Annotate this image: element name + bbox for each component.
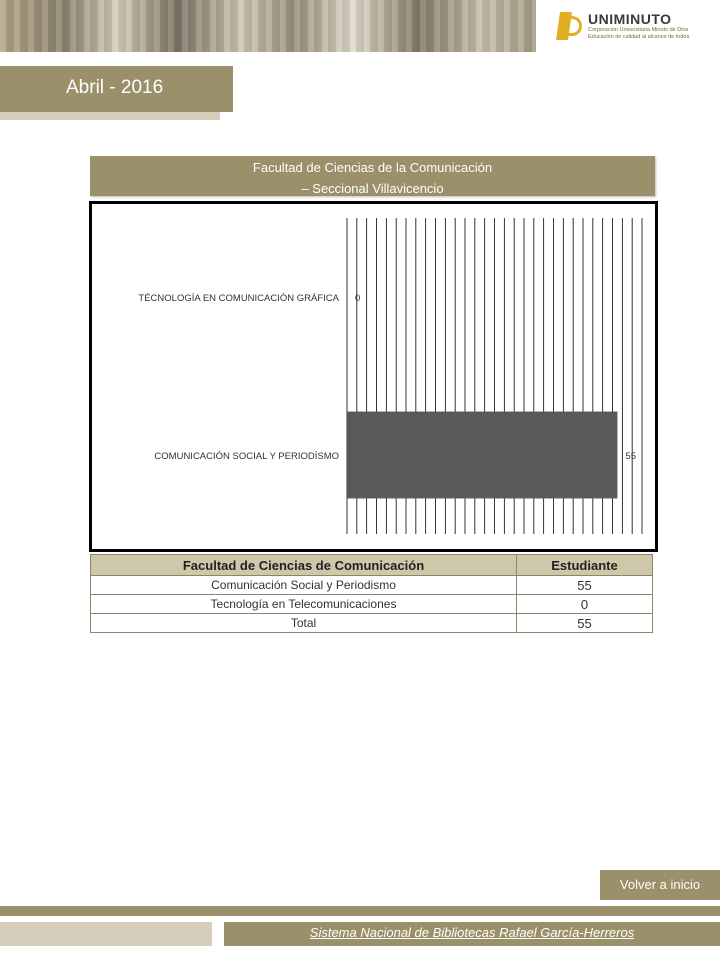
bar-chart-svg [92, 204, 655, 549]
table-cell-count: 55 [517, 576, 653, 595]
footer-left-block [0, 922, 212, 946]
bar-chart [89, 201, 658, 552]
table-cell-program: Comunicación Social y Periodismo [91, 576, 517, 595]
table-header-row [91, 555, 653, 576]
chart-data-label: 0 [355, 293, 361, 304]
month-label: Abril - 2016 [66, 77, 164, 98]
footer-divider [0, 906, 720, 916]
enrollment-table [90, 554, 653, 633]
library-system-link[interactable]: Sistema Nacional de Bibliotecas Rafael García-Herreros [224, 922, 720, 946]
table-cell-program: Tecnología en Telecomunicaciones [91, 595, 517, 614]
chart-data-label: 55 [625, 451, 636, 462]
section-title-line2: – Seccional Villavicencio [301, 181, 444, 196]
table-cell-program: Total [91, 614, 517, 633]
table-row [91, 576, 653, 595]
logo-name: UNIMINUTO [588, 10, 672, 27]
table-cell-count: 55 [517, 614, 653, 633]
table-header-students: Estudiante [517, 555, 653, 576]
chart-category-label: COMUNICACIÓN SOCIAL Y PERIODÍSMO [154, 451, 339, 462]
chart-category-label: TÉCNOLOGÍA EN COMUNICACIÓN GRÁFICA [138, 293, 339, 304]
section-title-line1: Facultad de Ciencias de la Comunicación [252, 160, 493, 175]
uniminuto-logo [540, 0, 720, 52]
month-tab [0, 66, 233, 112]
header-banner-photo [0, 0, 536, 52]
table-row [91, 595, 653, 614]
section-title [90, 156, 655, 196]
table-row-total [91, 614, 653, 633]
logo-subtitle-2: Educación de calidad al alcance de todos [588, 33, 690, 40]
table-header-program: Facultad de Ciencias de Comunicación [91, 555, 517, 576]
table-cell-count: 0 [517, 595, 653, 614]
logo-subtitle-1: Corporación Universitaria Minuto de Dios [588, 26, 689, 33]
logo-mark-icon [558, 10, 584, 42]
chart-bar [347, 412, 617, 499]
back-to-start-button[interactable]: Volver a inicio [600, 870, 720, 900]
